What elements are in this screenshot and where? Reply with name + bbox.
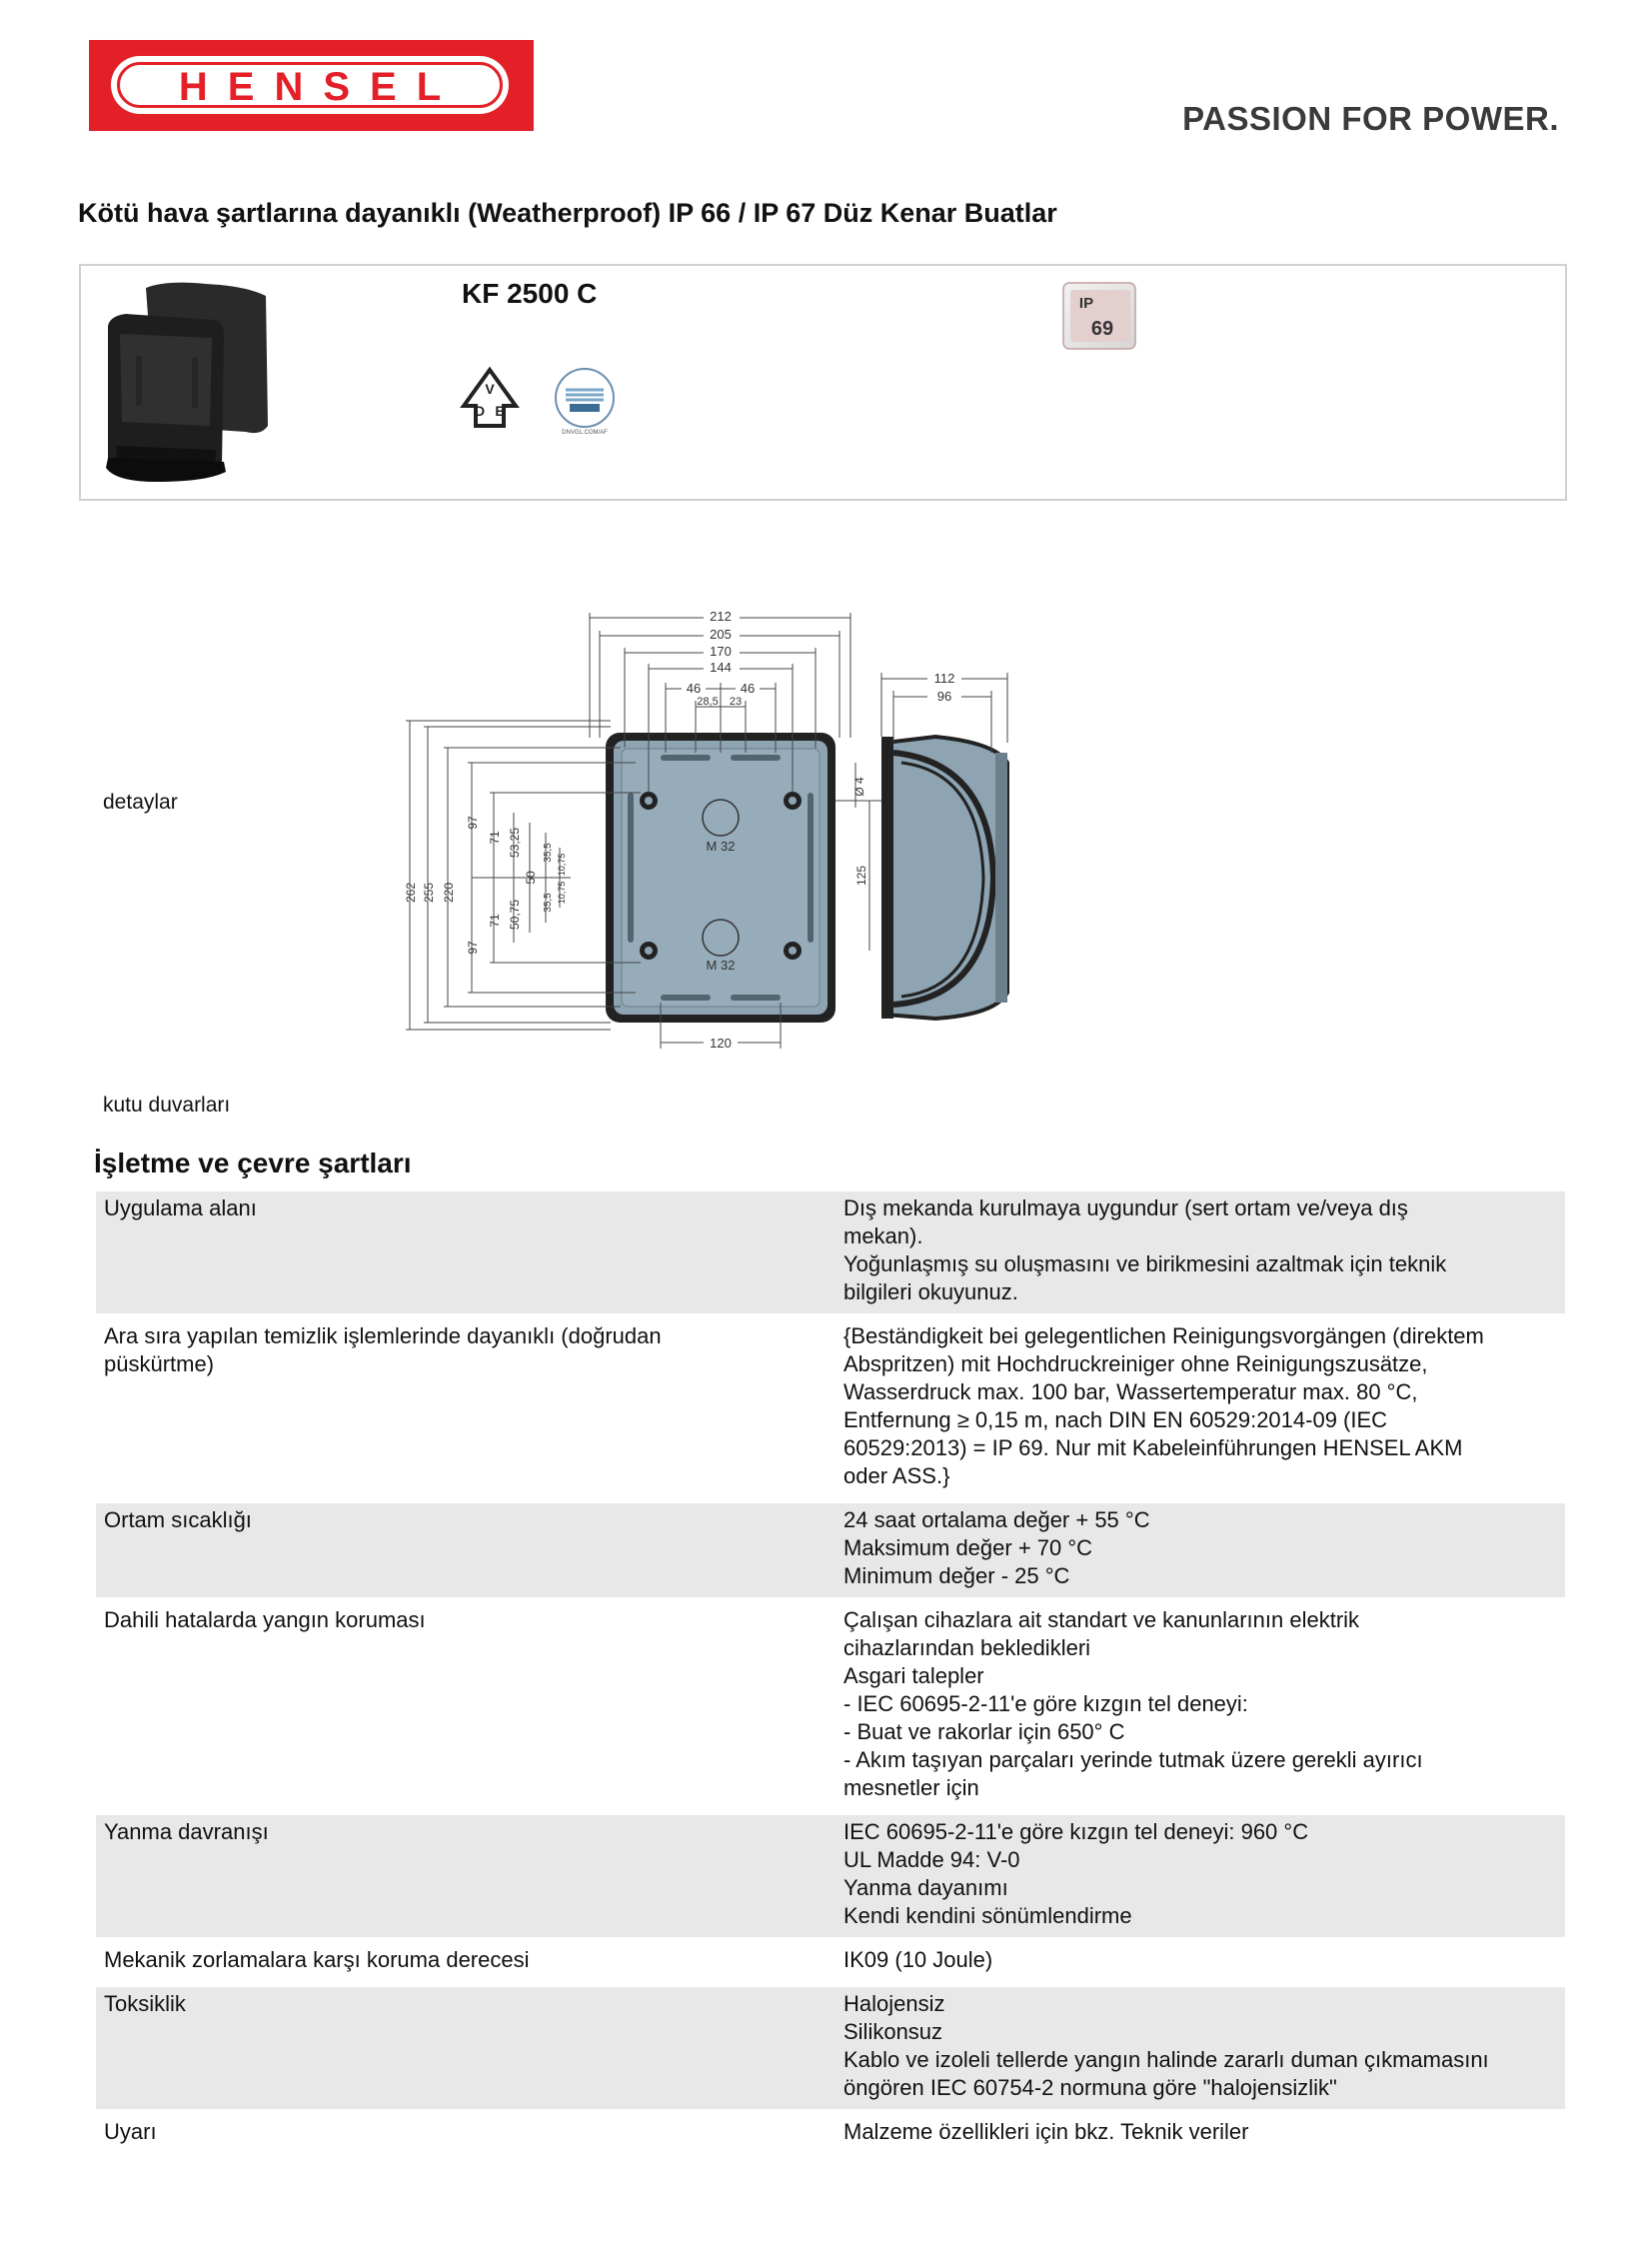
dim-46-left: 46 [686, 681, 702, 696]
dim-71-top: 71 [488, 831, 502, 845]
dim-23: 23 [729, 696, 743, 708]
product-name: KF 2500 C [462, 278, 598, 309]
hensel-logo [89, 40, 534, 131]
spec-value-line: - Akım taşıyan parçaları yerinde tutmak üzere gerekli ayırıcı [843, 1747, 1423, 1772]
section-title: İşletme ve çevre şartları [94, 1147, 412, 1178]
table-row [96, 1319, 1565, 1497]
svg-text:V: V [485, 381, 495, 397]
spec-value-line: Çalışan cihazlara ait standart ve kanunlarının elektrik [843, 1607, 1360, 1632]
spec-value-line: Dış mekanda kurulmaya uygundur (sert ortam ve/veya dış [843, 1195, 1408, 1220]
ip-rating-badge [1062, 282, 1136, 350]
table-row [96, 1987, 1565, 2109]
walls-label: kutu duvarları [103, 1094, 231, 1117]
spec-value-line: mesnetler için [843, 1775, 979, 1800]
spec-value [833, 1503, 1565, 1597]
table-row [96, 1815, 1565, 1937]
dim-35-5-top: 35,5 [543, 843, 554, 863]
dim-hole-diameter: Ø 4 [852, 777, 866, 797]
spec-value-line: Kendi kendini sönümlendirme [843, 1903, 1132, 1928]
spec-value-line: bilgileri okuyunuz. [843, 1279, 1018, 1304]
tagline: PASSION FOR POWER. [1182, 100, 1559, 137]
spec-value-line: Asgari talepler [843, 1663, 984, 1688]
spec-value [833, 1603, 1565, 1809]
spec-key: Uyarı [104, 2119, 157, 2144]
table-row [96, 1603, 1565, 1809]
table-row [96, 2115, 1565, 2153]
spec-value-line: Entfernung ≥ 0,15 m, nach DIN EN 60529:2014-09 (IEC [843, 1407, 1388, 1432]
spec-value-line: Malzeme özellikleri için bkz. Teknik veriler [843, 2119, 1249, 2144]
details-label: detaylar [103, 791, 178, 814]
dim-220: 220 [442, 882, 456, 904]
product-box [79, 264, 1567, 501]
dim-205: 205 [710, 627, 732, 642]
dim-46-right: 46 [740, 681, 756, 696]
spec-value [833, 1987, 1565, 2109]
dim-144: 144 [710, 660, 732, 675]
spec-value [833, 2115, 1565, 2153]
spec-value-line: UL Madde 94: V-0 [843, 1847, 1020, 1872]
spec-value-line: 24 saat ortalama değer + 55 °C [843, 1507, 1150, 1532]
svg-text:E: E [495, 403, 505, 419]
spec-value-line: Kablo ve izoleli tellerde yangın halinde zararlı duman çıkmamasını [843, 2047, 1489, 2072]
dim-112: 112 [933, 671, 955, 686]
spec-value [833, 1191, 1565, 1313]
dim-120: 120 [710, 1036, 732, 1051]
vde-icon [464, 370, 516, 426]
spec-value [833, 1815, 1565, 1937]
dim-96: 96 [936, 689, 952, 704]
spec-key-line: Ara sıra yapılan temizlik işlemlerinde dayanıklı (doğrudan [104, 1323, 662, 1348]
spec-value-line: Silikonsuz [843, 2019, 943, 2044]
specs-table [96, 1185, 1565, 2159]
dim-50: 50 [524, 871, 538, 885]
spec-value-line: Maksimum değer + 70 °C [843, 1535, 1093, 1560]
spec-value-line: Wasserdruck max. 100 bar, Wassertemperatur max. 80 °C, [843, 1379, 1418, 1404]
spec-value-line: Abspritzen) mit Hochdruckreiniger ohne Reinigungszusätze, [843, 1351, 1428, 1376]
spec-value-line: öngören IEC 60754-2 normuna göre "halojensizlik" [843, 2075, 1337, 2100]
spec-value-line: - Buat ve rakorlar için 650° C [843, 1719, 1125, 1744]
spec-key: Uygulama alanı [96, 1191, 833, 1313]
spec-value-line: IEC 60695-2-11'e göre kızgın tel deneyi: 960 °C [843, 1819, 1309, 1844]
dim-125: 125 [854, 865, 868, 887]
table-row [96, 1503, 1565, 1597]
dim-35-5-bottom: 35,5 [543, 893, 554, 913]
dim-97-bottom: 97 [466, 941, 480, 955]
spec-key: Mekanik zorlamalara karşı koruma derecesi [104, 1947, 530, 1972]
spec-value-line: IK09 (10 Joule) [843, 1947, 993, 1972]
dnv-gl-icon [556, 369, 614, 436]
dim-71-bottom: 71 [488, 914, 502, 928]
dim-170: 170 [710, 644, 732, 659]
table-row [96, 1943, 1565, 1981]
spec-value [833, 1319, 1565, 1497]
knockout-label-bottom: M 32 [706, 958, 736, 973]
spec-value-line: Yoğunlaşmış su oluşmasını ve birikmesini azaltmak için teknik [843, 1251, 1447, 1276]
spec-value-line: cihazlarından bekledikleri [843, 1635, 1091, 1660]
certification-marks [460, 364, 620, 440]
spec-key [96, 1319, 833, 1497]
spec-key: Ortam sıcaklığı [96, 1503, 833, 1597]
dim-10-75-top: 10,75 [557, 853, 567, 877]
dim-50-75: 50,75 [508, 899, 522, 931]
spec-value-line: mekan). [843, 1223, 923, 1248]
spec-value-line: Halojensiz [843, 1991, 945, 2016]
svg-text:D: D [474, 403, 486, 419]
ip-value: 69 [1090, 318, 1114, 340]
svg-text:DNVGL.COM/AF: DNVGL.COM/AF [562, 430, 608, 436]
dim-262: 262 [404, 882, 418, 904]
spec-key-line: püskürtme) [104, 1351, 215, 1376]
spec-value-line: oder ASS.} [843, 1463, 950, 1488]
spec-value-line: Minimum değer - 25 °C [843, 1563, 1070, 1588]
product-photo [96, 276, 276, 486]
dim-10-75-bottom: 10,75 [557, 881, 567, 905]
table-row [96, 1191, 1565, 1313]
logo-text: HENSEL [178, 65, 462, 109]
spec-key: Toksiklik [96, 1987, 833, 2109]
spec-value-line: 60529:2013) = IP 69. Nur mit Kabeleinführungen HENSEL AKM [843, 1435, 1463, 1460]
spec-value-line: - IEC 60695-2-11'e göre kızgın tel deneyi: [843, 1691, 1248, 1716]
dim-28-5: 28,5 [697, 696, 719, 708]
dim-212: 212 [710, 609, 732, 624]
page-title: Kötü hava şartlarına dayanıklı (Weatherproof) IP 66 / IP 67 Düz Kenar Buatlar [78, 198, 1057, 228]
spec-value [833, 1943, 1565, 1981]
ip-label: IP [1078, 295, 1094, 312]
spec-key: Yanma davranışı [96, 1815, 833, 1937]
dim-255: 255 [422, 882, 436, 904]
dim-53-25: 53,25 [508, 827, 522, 859]
knockout-label-top: M 32 [706, 839, 736, 854]
technical-drawing [396, 603, 1045, 1063]
spec-key: Dahili hatalarda yangın koruması [104, 1607, 426, 1632]
dim-97-top: 97 [466, 816, 480, 830]
spec-value-line: {Beständigkeit bei gelegentlichen Reinigungsvorgängen (direktem [843, 1323, 1484, 1348]
spec-value-line: Yanma dayanımı [843, 1875, 1008, 1900]
